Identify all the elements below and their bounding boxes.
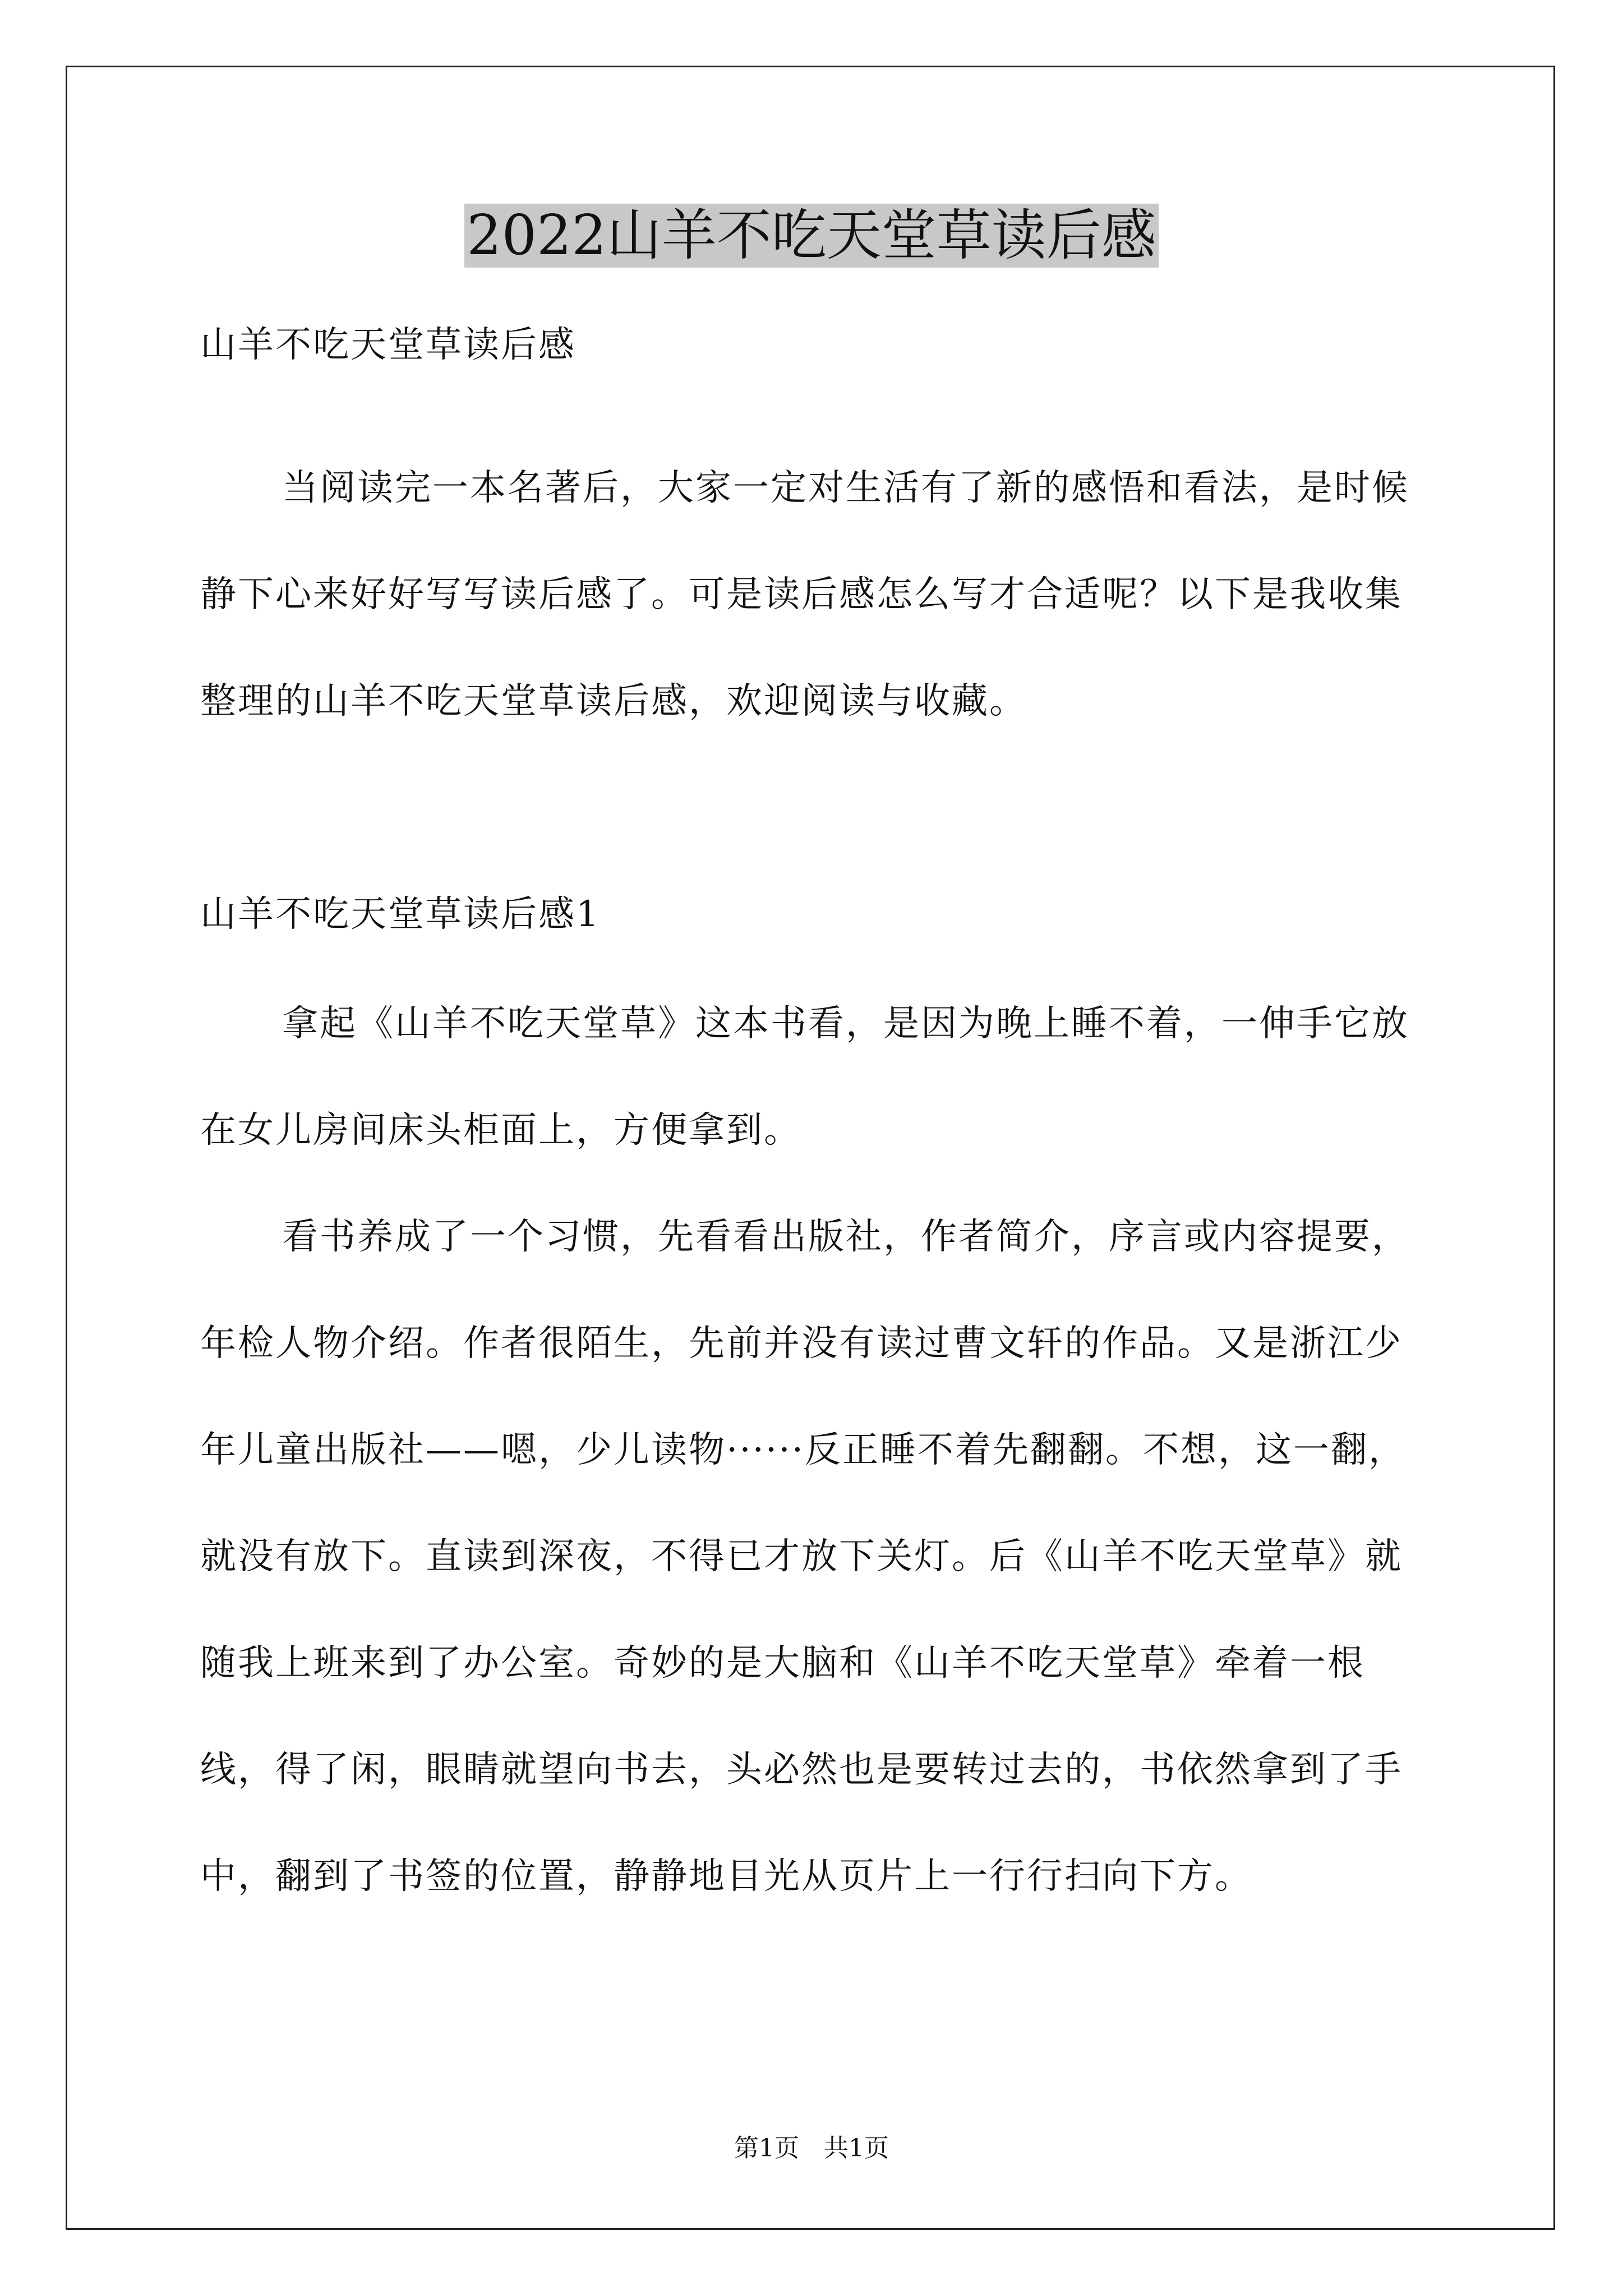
document-title (0, 199, 1623, 272)
document-title-text: 2022山羊不吃天堂草读后感 (464, 204, 1158, 268)
body-paragraph-1: 拿起《山羊不吃天堂草》这本书看，是因为晚上睡不着，一伸手它放在女儿房间床头柜面上，方便拿到。 (200, 1003, 1409, 1151)
document-subtitle: 山羊不吃天堂草读后感 (200, 324, 576, 366)
body-paragraph-2: 看书养成了一个习惯，先看看出版社，作者简介，序言或内容提要，年检人物介绍。作者很陌生，先前并没有读过曹文轩的作品。又是浙江少年儿童出版社——嗯，少儿读物······反正睡不着先翻翻。不想，这一翻，就没有放下。直读到深夜，不得已才放下关灯。后《山羊不吃天堂草》就随我上班来到了办公室。奇妙的是大脑和《山羊不吃天堂草》牵着一根线，得了闲，眼睛就望向书去，头必然也是要转过去的，书依然拿到了手中，翻到了书签的位置，静静地目光从页片上一行行扫向下方。 (200, 1216, 1409, 1897)
intro-paragraph: 当阅读完一本名著后，大家一定对生活有了新的感悟和看法，是时候静下心来好好写写读后感了。可是读后感怎么写才合适呢？以下是我收集整理的山羊不吃天堂草读后感，欢迎阅读与收藏。 (200, 467, 1409, 722)
page-footer: 第1页 共1页 (734, 2134, 889, 2162)
section-heading: 山羊不吃天堂草读后感1 (200, 894, 601, 935)
